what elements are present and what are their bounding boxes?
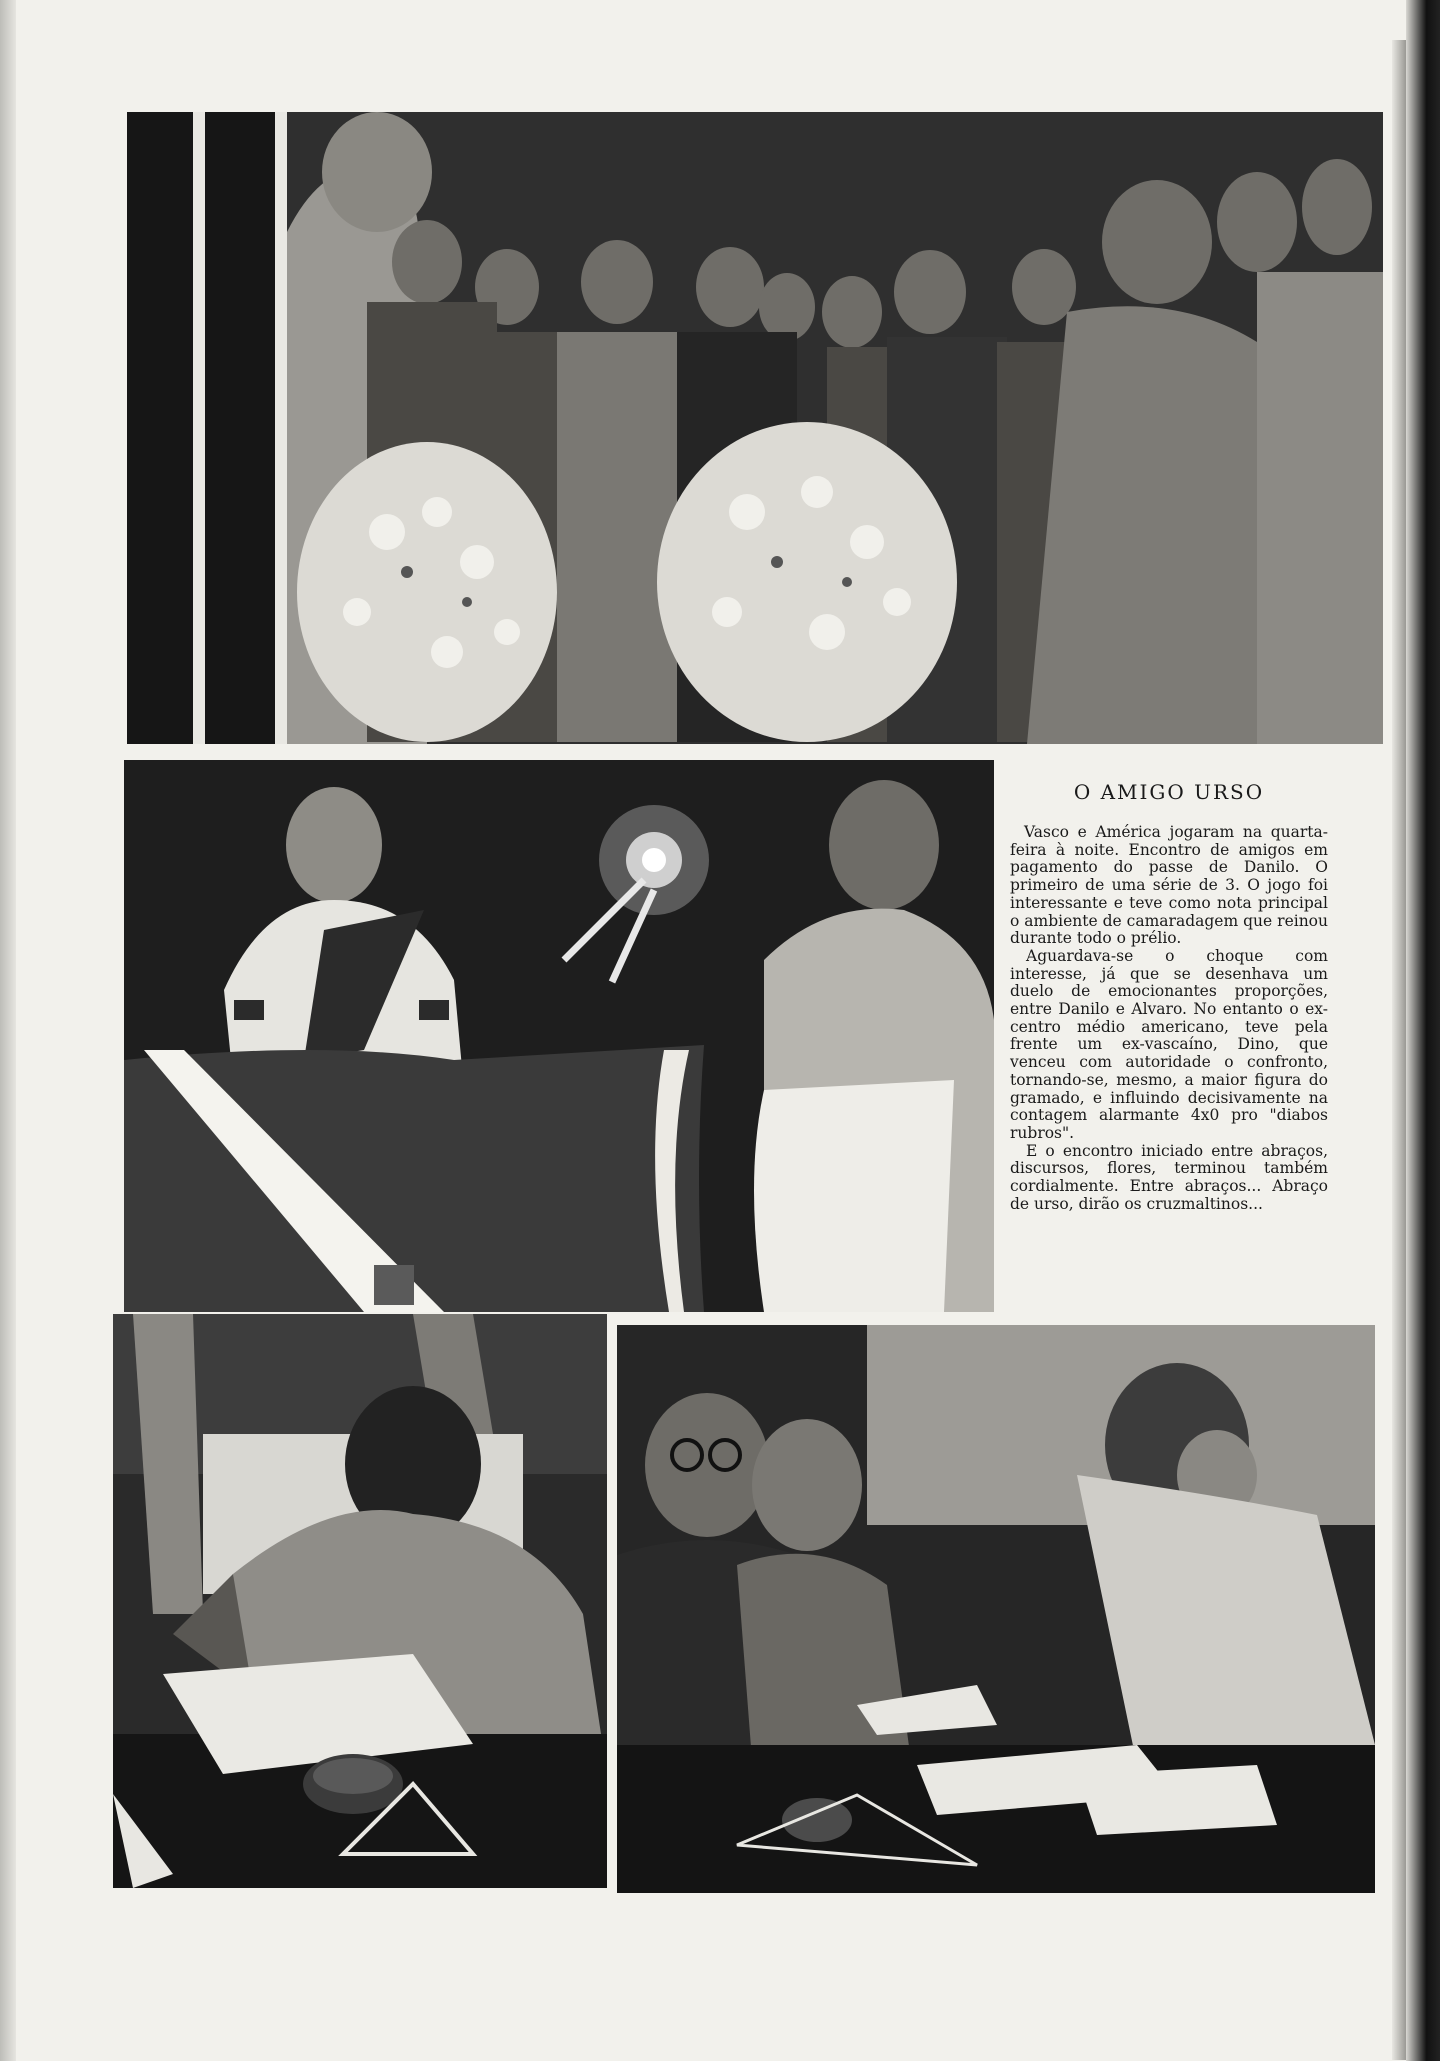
article-title: O AMIGO URSO — [1073, 780, 1265, 804]
article-o-amigo-urso — [1010, 780, 1328, 1213]
photo-player-signing — [113, 1314, 607, 1888]
article-body — [1010, 824, 1328, 1213]
article-paragraph: E o encontro iniciado entre abraços, discursos, flores, terminou também cordialmente. Entre abraços... Abraço de urso, dirão os cruzmaltinos... — [1010, 1141, 1328, 1213]
page-edge-left — [0, 0, 16, 2061]
photo-players-flag — [124, 760, 994, 1312]
page-edge-right-fold — [1392, 40, 1406, 2060]
photo-officials-signing — [617, 1325, 1375, 1893]
article-paragraph: Aguardava-se o choque com interesse, já que se desenhava um duelo de emocionantes proporções, entre Danilo e Alvaro. No entanto o ex-centro médio americano, teve pela frente um ex-vascaíno, Dino, que venceu com autoridade o confronto, tornando-se, mesmo, a maior figura do gramado, e influindo decisivamente na contagem alarmante 4x0 pro "diabos rubros". — [1010, 946, 1328, 1142]
photo-ceremony-flowers — [127, 112, 1383, 744]
page-edge-right — [1406, 0, 1440, 2061]
article-paragraph: Vasco e América jogaram na quarta-feira à noite. Encontro de amigos em pagamento do passe de Danilo. O primeiro de uma série de 3. O jogo foi interessante e teve como nota principal o ambiente de camaradagem que reinou durante todo o prélio. — [1010, 823, 1328, 948]
